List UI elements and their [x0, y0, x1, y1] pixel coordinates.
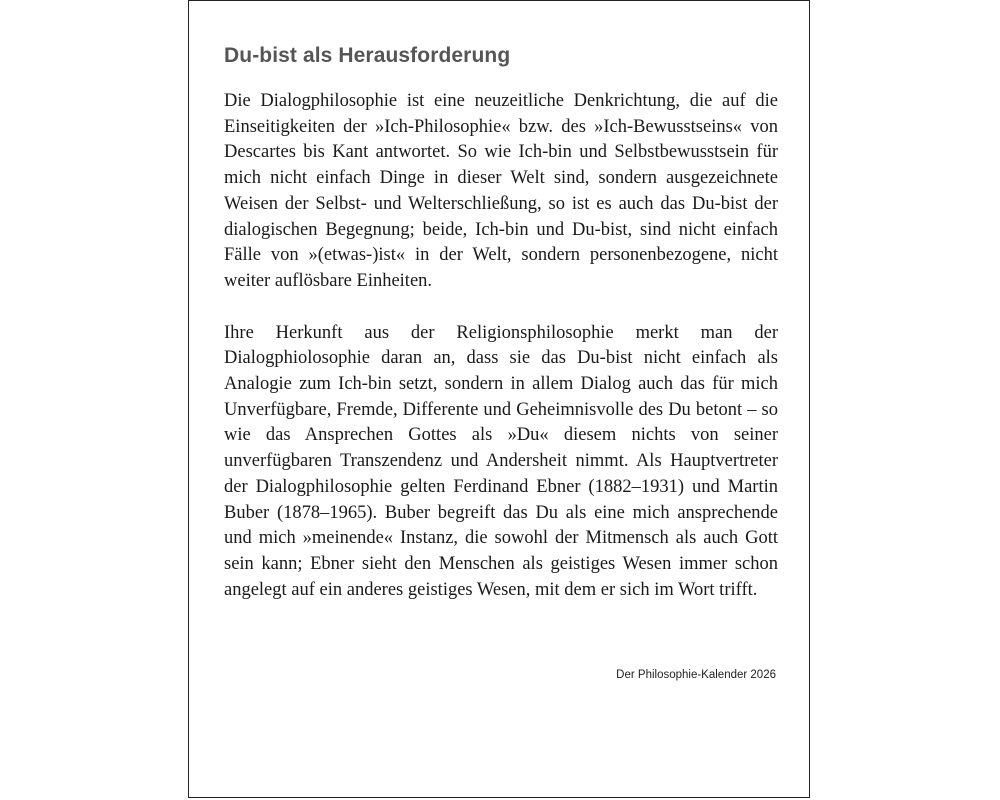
footer-caption: Der Philosophie-Kalender 2026 — [616, 669, 776, 681]
page-title: Du-bist als Herausforderung — [224, 44, 511, 67]
calendar-page — [188, 0, 810, 798]
paragraph-1: Die Dialogphilosophie ist eine neuzeitliche Denkrichtung, die auf die Einseitigkeiten der »Ich-Philosophie« bzw. des »Ich-Bewusstseins« von Descartes bis Kant antwortet. So wie Ich-bin und Selbstbewusstsein für mich nicht einfach Dinge in dieser Welt sind, sondern ausgezeichnete Weisen der Selbst- und Welterschließung, so ist es auch das Du-bist der dialogischen Begegnung; beide, Ich-bin und Du-bist, sind nicht einfach Fälle von »(etwas-)ist« in der Welt, sondern personenbezogene, nicht weiter auflösbare Einheiten. — [224, 91, 778, 291]
body-text — [224, 89, 778, 603]
paragraph-2: Ihre Herkunft aus der Religionsphilosophie merkt man der Dialogphiolosophie daran an, dass sie das Du-bist nicht einfach als Analogie zum Ich-bin setzt, sondern in allem Dialog auch das für mich Unverfügbare, Fremde, Differente und Geheimnisvolle des Du betont – so wie das Ansprechen Gottes als »Du« diesem nichts von seiner unverfügbaren Transzendenz und Andersheit nimmt. Als Hauptvertreter der Dialogphilosophie gelten Ferdinand Ebner (1882–1931) und Martin Buber (1878–1965). Buber begreift das Du als eine mich ansprechende und mich »meinende« Instanz, die sowohl der Mitmensch als auch Gott sein kann; Ebner sieht den Menschen als geistiges Wesen immer schon angelegt auf ein anderes geistiges Wesen, mit dem er sich im Wort trifft. — [224, 322, 778, 600]
